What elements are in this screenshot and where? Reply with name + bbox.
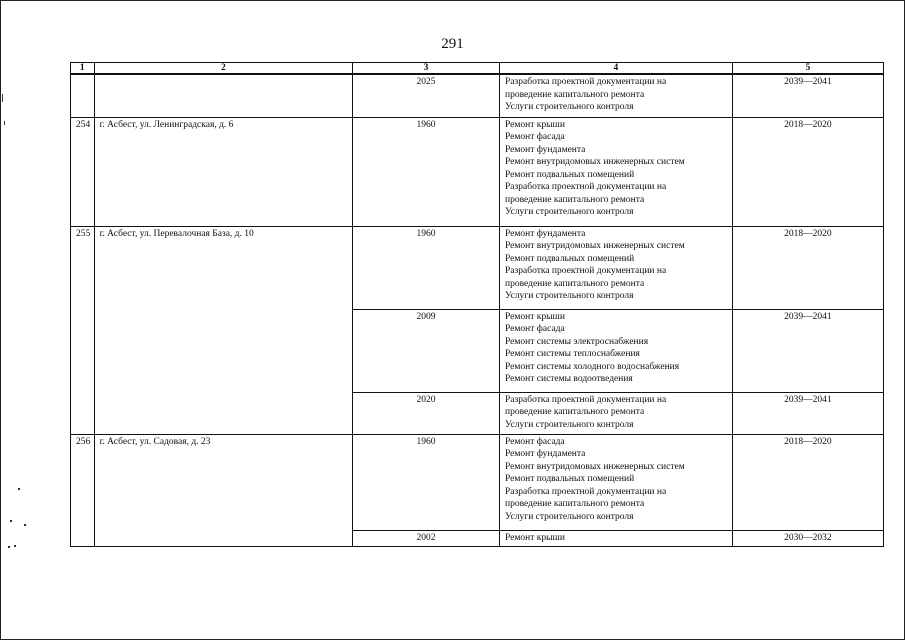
work-item: проведение капитального ремонта — [505, 278, 645, 289]
works-cell — [500, 530, 733, 547]
row-number-cell: 255 — [71, 226, 95, 434]
work-item: Ремонт фундамента — [505, 144, 586, 155]
work-item: Услуги строительного контроля — [505, 291, 634, 301]
period-cell: 2039—2041 — [732, 74, 883, 117]
work-item: проведение капитального ремонта — [505, 499, 645, 509]
work-item: Ремонт подвальных помещений — [505, 253, 635, 264]
year-cell: 2002 — [353, 530, 500, 547]
table-row — [71, 74, 884, 117]
column-number: 2 — [94, 63, 352, 75]
work-item: Ремонт системы электроснабжения — [505, 336, 649, 347]
period-cell: 2018—2020 — [732, 226, 883, 309]
work-item: Разработка проектной документации на — [505, 486, 667, 497]
repair-schedule-table — [70, 62, 884, 547]
works-cell — [500, 74, 733, 117]
work-item: Услуги строительного контроля — [505, 207, 634, 217]
scan-speck — [24, 524, 26, 526]
work-item: Ремонт системы теплоснабжения — [505, 349, 640, 359]
scan-speck — [14, 545, 16, 547]
work-item: Ремонт фасада — [505, 324, 565, 334]
period-cell: 2030—2032 — [732, 530, 883, 547]
work-item: проведение капитального ремонта — [505, 194, 645, 205]
table-row — [71, 226, 884, 309]
work-item: Ремонт фасада — [505, 436, 565, 447]
works-cell — [500, 392, 733, 434]
work-item: Ремонт крыши — [505, 311, 565, 322]
work-item: Разработка проектной документации на — [505, 394, 667, 405]
page-number: 291 — [441, 36, 464, 52]
work-item: Ремонт фундамента — [505, 449, 586, 459]
column-number: 3 — [353, 63, 500, 75]
table-row — [71, 117, 884, 226]
scan-speck — [8, 546, 10, 548]
scan-speck — [2, 94, 3, 102]
work-item: Ремонт системы холодного водоснабжения — [505, 361, 680, 372]
work-item: Ремонт фасада — [505, 132, 565, 142]
work-item: Услуги строительного контроля — [505, 419, 634, 430]
work-item: проведение капитального ремонта — [505, 407, 645, 417]
work-item: Ремонт подвальных помещений — [505, 169, 635, 180]
year-cell: 1960 — [353, 226, 500, 309]
row-number-cell — [71, 74, 95, 117]
year-cell: 1960 — [353, 117, 500, 226]
work-item: Услуги строительного контроля — [505, 102, 634, 112]
work-item: Ремонт подвальных помещений — [505, 474, 635, 484]
year-cell: 2020 — [353, 392, 500, 434]
row-number-cell: 254 — [71, 117, 95, 226]
scan-speck — [18, 488, 20, 490]
period-cell: 2018—2020 — [732, 117, 883, 226]
work-item: Разработка проектной документации на — [505, 266, 667, 276]
work-item: Ремонт внутридомовых инженерных систем — [505, 241, 685, 251]
work-item: Ремонт крыши — [505, 532, 565, 543]
scan-speck — [4, 121, 5, 125]
works-cell — [500, 434, 733, 530]
works-cell — [500, 117, 733, 226]
work-item: Ремонт внутридомовых инженерных систем — [505, 461, 685, 472]
work-item: Ремонт фундамента — [505, 228, 586, 239]
column-number: 5 — [732, 63, 883, 75]
period-cell: 2039—2041 — [732, 392, 883, 434]
column-number-row — [71, 63, 884, 75]
year-cell: 1960 — [353, 434, 500, 530]
work-item: проведение капитального ремонта — [505, 89, 645, 100]
year-cell: 2025 — [353, 74, 500, 117]
year-cell: 2009 — [353, 309, 500, 392]
scan-speck — [10, 520, 12, 522]
work-item: Ремонт внутридомовых инженерных систем — [505, 157, 685, 167]
work-item: Ремонт системы водоотведения — [505, 374, 633, 384]
work-item: Ремонт крыши — [505, 119, 565, 130]
work-item: Разработка проектной документации на — [505, 77, 667, 87]
address-cell — [94, 74, 352, 117]
address-cell: г. Асбест, ул. Ленинградская, д. 6 — [94, 117, 352, 226]
address-cell: г. Асбест, ул. Перевалочная База, д. 10 — [94, 226, 352, 434]
column-number: 1 — [71, 63, 95, 75]
works-cell — [500, 309, 733, 392]
address-cell: г. Асбест, ул. Садовая, д. 23 — [94, 434, 352, 547]
period-cell: 2039—2041 — [732, 309, 883, 392]
work-item: Разработка проектной документации на — [505, 182, 667, 192]
row-number-cell: 256 — [71, 434, 95, 547]
table-row — [71, 434, 884, 530]
works-cell — [500, 226, 733, 309]
column-number: 4 — [500, 63, 733, 75]
period-cell: 2018—2020 — [732, 434, 883, 530]
work-item: Услуги строительного контроля — [505, 511, 634, 522]
